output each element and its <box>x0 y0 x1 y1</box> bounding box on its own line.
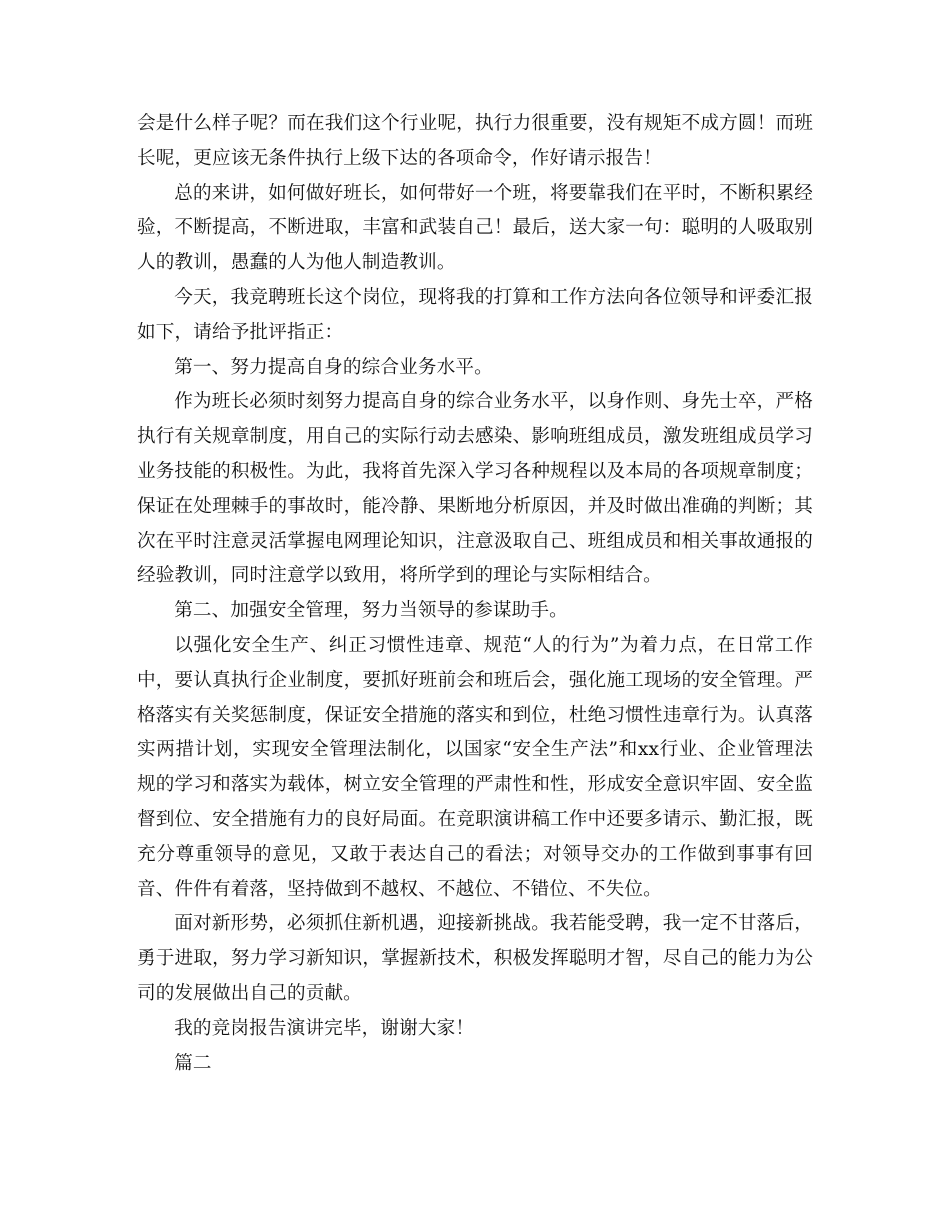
paragraph-2: 总的来讲，如何做好班长，如何带好一个班，将要靠我们在平时，不断积累经验，不断提高，不断进取，丰富和武装自己！最后，送大家一句：聪明的人吸取别人的教训，愚蠢的人为他人制造教训。 <box>137 182 813 274</box>
closing-line: 我的竞岗报告演讲完毕，谢谢大家！ <box>174 1017 475 1039</box>
paragraph-5: 以强化安全生产、纠正习惯性违章、规范“人的行为”为着力点，在日常工作中，要认真执行企业制度，要抓好班前会和班后会，强化施工现场的安全管理。严格落实有关奖惩制度，保证安全措施的落实和到位，杜绝习惯性违章行为。认真落实两措计划，实现安全管理法制化，以国家“安全生产法”和xx行业、企业管理法规的学习和落实为载体，树立安全管理的严肃性和性，形成安全意识牢固、安全监督到位、安全措施有力的良好局面。在竞职演讲稿工作中还要多请示、勤汇报，既充分尊重领导的意见，又敢于表达自己的看法；对领导交办的工作做到事事有回音、件件有着落，坚持做到不越权、不越位、不错位、不失位。 <box>137 634 813 900</box>
paragraph-3: 今天，我竞聘班长这个岗位，现将我的打算和工作方法向各位领导和评委汇报如下，请给予批评指正： <box>137 286 813 343</box>
paragraph-6: 面对新形势，必须抓住新机遇，迎接新挑战。我若能受聘，我一定不甘落后，勇于进取，努力学习新知识，掌握新技术，积极发挥聪明才智，尽自己的能力为公司的发展做出自己的贡献。 <box>137 913 813 1004</box>
paragraph-1: 会是什么样子呢？而在我们这个行业呢，执行力很重要，没有规矩不成方圆！而班长呢，更应该无条件执行上级下达的各项命令，作好请示报告！ <box>137 113 813 169</box>
document-body <box>137 107 813 1081</box>
section-heading-1: 第一、努力提高自身的综合业务水平。 <box>174 356 493 378</box>
paragraph-4: 作为班长必须时刻努力提高自身的综合业务水平，以身作则、身先士卒，严格执行有关规章制度，用自己的实际行动去感染、影响班组成员，激发班组成员学习业务技能的积极性。为此，我将首先深入学习各种规程以及本局的各项规章制度；保证在处理棘手的事故时，能冷静、果断地分析原因，并及时做出准确的判断；其次在平时注意灵活掌握电网理论知识，注意汲取自己、班组成员和相关事故通报的经验教训，同时注意学以致用，将所学到的理论与实际相结合。 <box>137 391 813 587</box>
next-section-label: 篇二 <box>174 1052 212 1074</box>
section-heading-2: 第二、加强安全管理，努力当领导的参谋助手。 <box>174 600 568 622</box>
